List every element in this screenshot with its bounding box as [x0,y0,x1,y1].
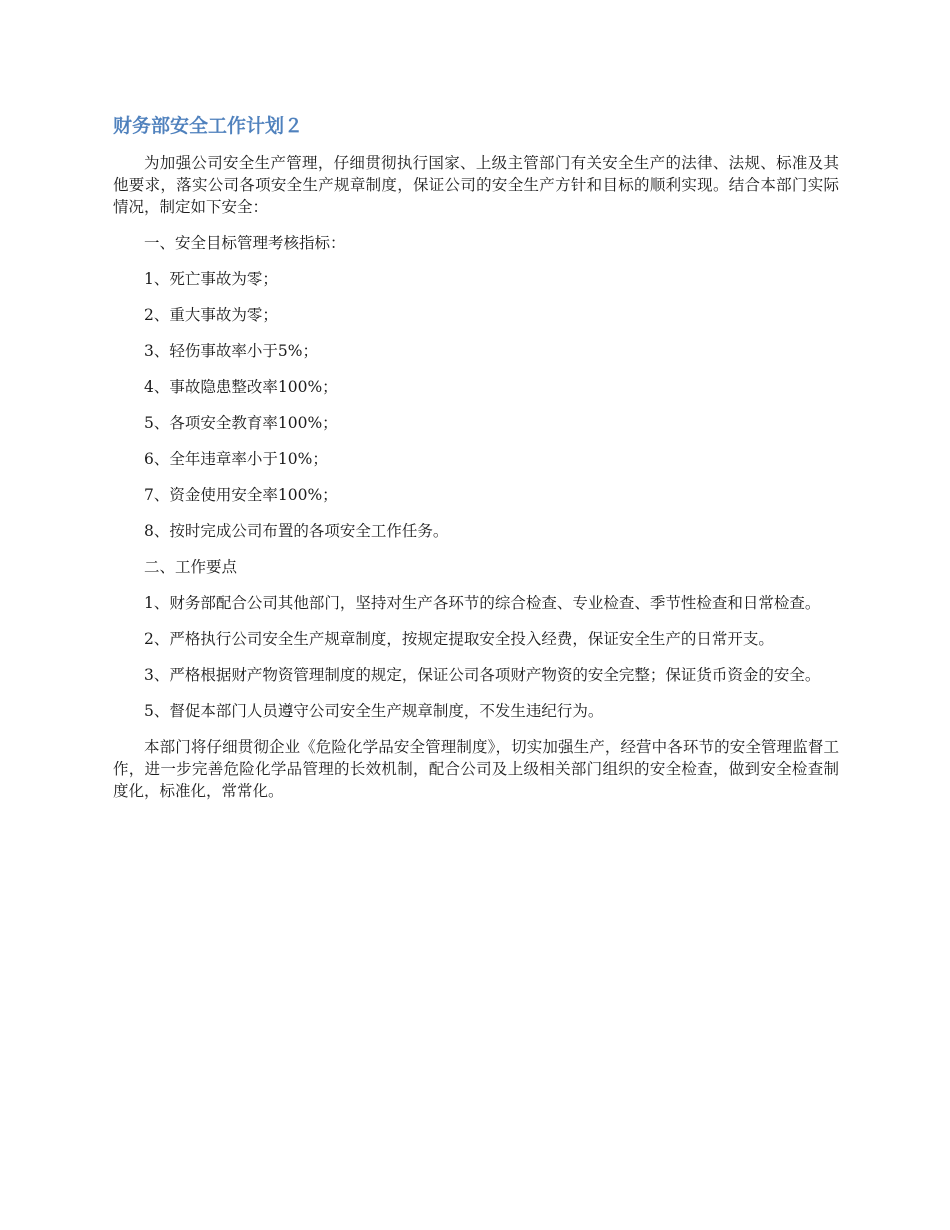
key-point-3: 3、严格根据财产物资管理制度的规定，保证公司各项财产物资的安全完整；保证货币资金的安全。 [144,666,821,684]
document-title: 财务部安全工作计划２ [113,115,304,137]
target-item-4: 4、事故隐患整改率100%； [144,378,338,396]
target-item-7: 7、资金使用安全率100%； [144,486,338,504]
target-item-2: 2、重大事故为零； [144,306,278,324]
target-item-5: 5、各项安全教育率100%； [144,414,338,432]
document-body [113,112,839,816]
closing-paragraph: 本部门将仔细贯彻企业《危险化学品安全管理制度》，切实加强生产，经营中各环节的安全管理监督工作，进一步完善危险化学品管理的长效机制，配合公司及上级相关部门组织的安全检查，做到安全检查制度化，标准化，常常化。 [113,738,839,800]
target-item-6: 6、全年违章率小于10%； [144,450,328,468]
key-point-1: 1、财务部配合公司其他部门，坚持对生产各环节的综合检查、专业检查、季节性检查和日常检查。 [144,594,821,612]
target-item-8: 8、按时完成公司布置的各项安全工作任务。 [144,522,449,540]
section-heading-key-points: 二、工作要点 [144,558,238,576]
key-point-2: 2、严格执行公司安全生产规章制度，按规定提取安全投入经费，保证安全生产的日常开支。 [144,630,774,648]
key-point-5: 5、督促本部门人员遵守公司安全生产规章制度，不发生违纪行为。 [144,702,604,720]
target-item-3: 3、轻伤事故率小于5%； [144,342,318,360]
intro-paragraph: 为加强公司安全生产管理，仔细贯彻执行国家、上级主管部门有关安全生产的法律、法规、标准及其他要求，落实公司各项安全生产规章制度，保证公司的安全生产方针和目标的顺利实现。结合本部门实际情况，制定如下安全： [113,154,839,216]
target-item-1: 1、死亡事故为零； [144,270,278,288]
section-heading-targets: 一、安全目标管理考核指标： [144,234,346,252]
